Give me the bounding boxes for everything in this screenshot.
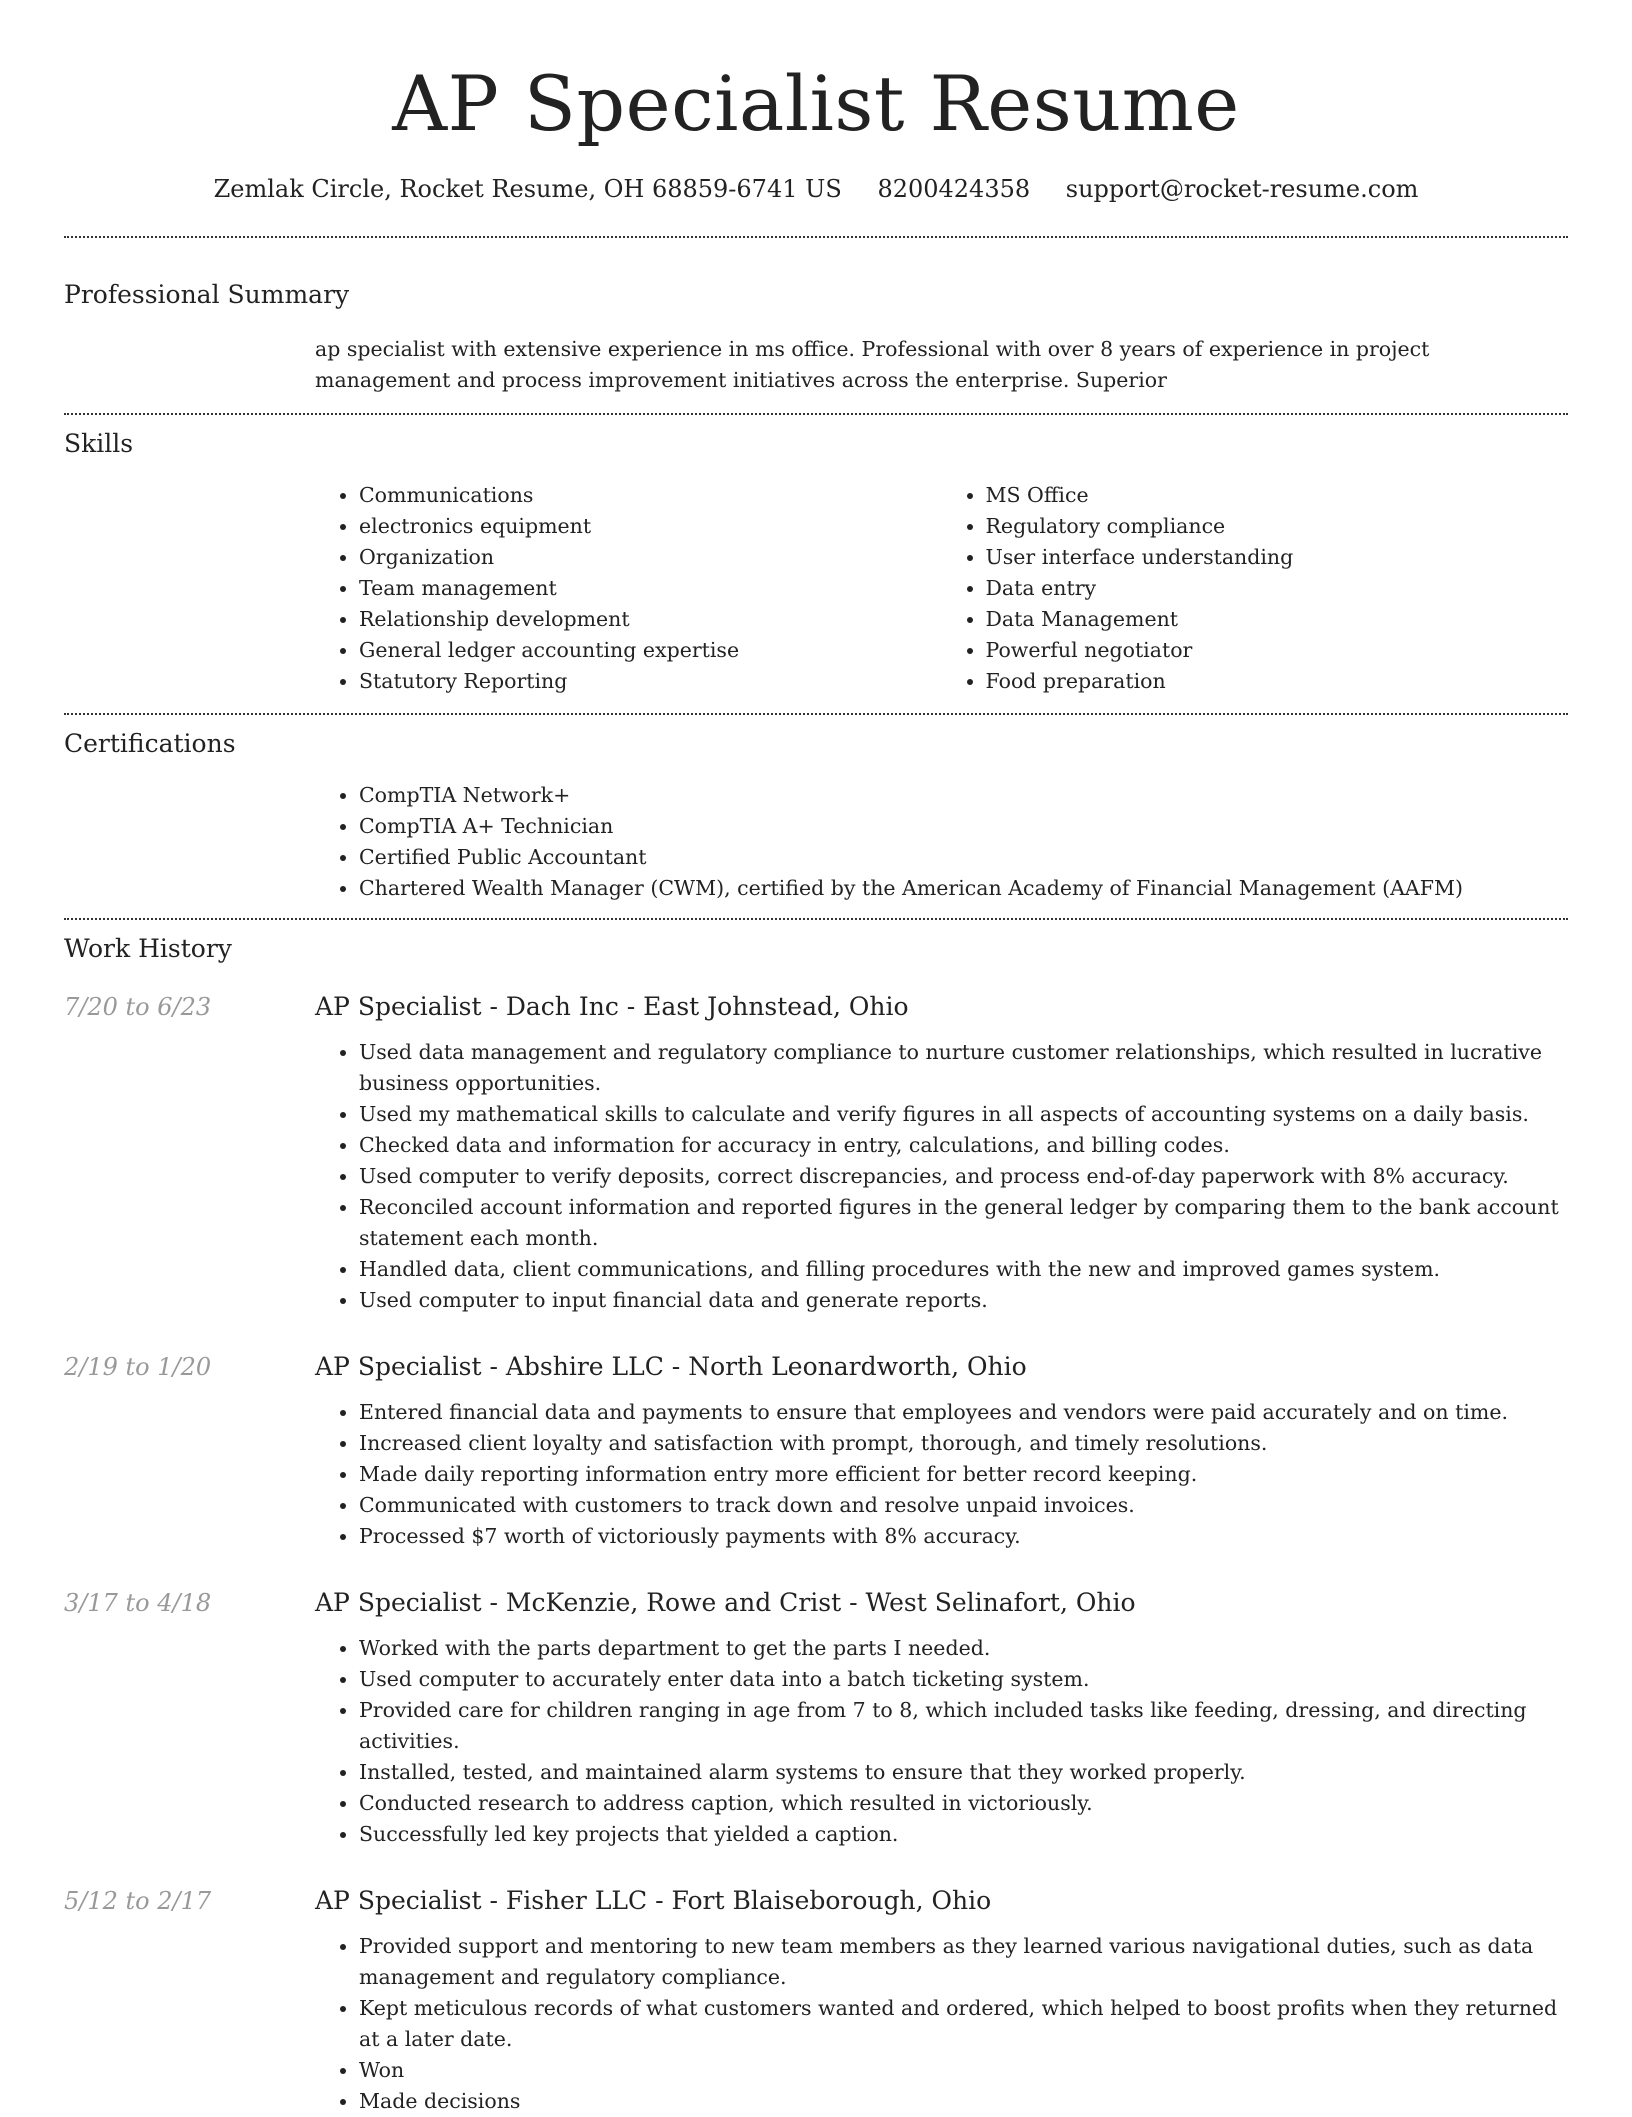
job-title: AP Specialist - Dach Inc - East Johnstead, Ohio	[315, 992, 909, 1021]
section-divider	[64, 918, 1568, 920]
skill-item: • General ledger accounting expertise	[359, 635, 942, 666]
job-duty: • Provided support and mentoring to new team members as they learned various navigational duties, such as data management and regulatory compliance.	[359, 1931, 1568, 1993]
skill-item: • Data entry	[986, 573, 1569, 604]
job-entry	[64, 990, 1568, 1316]
contact-line	[64, 172, 1568, 206]
skills-column-left	[315, 480, 942, 697]
job-dates: 7/20 to 6/23	[64, 993, 212, 1021]
skill-item: • Statutory Reporting	[359, 666, 942, 697]
job-duty: • Won	[359, 2055, 1568, 2086]
certifications-heading: Certifications	[64, 729, 236, 758]
certification-item: • CompTIA Network+	[359, 780, 1568, 811]
job-duty: • Reconciled account information and reported figures in the general ledger by comparing them to the bank account statement each month.	[359, 1192, 1568, 1254]
job-duties-list	[315, 1633, 1568, 1850]
certification-item: • Chartered Wealth Manager (CWM), certified by the American Academy of Financial Management (AAFM)	[359, 873, 1568, 904]
job-duty: • Used computer to verify deposits, correct discrepancies, and process end-of-day paperwork with 8% accuracy.	[359, 1161, 1568, 1192]
job-entry	[64, 1586, 1568, 1850]
job-title: AP Specialist - Fisher LLC - Fort Blaiseborough, Ohio	[315, 1886, 992, 1915]
skill-item: • Communications	[359, 480, 942, 511]
skill-item: • electronics equipment	[359, 511, 942, 542]
job-entry	[64, 1350, 1568, 1552]
job-duty: • Used computer to input financial data and generate reports.	[359, 1285, 1568, 1316]
certifications-bullets	[315, 780, 1568, 904]
job-duties-list	[315, 1397, 1568, 1552]
job-duties-list	[315, 1037, 1568, 1316]
job-duties	[315, 1931, 1568, 2117]
job-duty: • Successfully led key projects that yielded a caption.	[359, 1819, 1568, 1850]
skill-item: • Organization	[359, 542, 942, 573]
skill-item: • Data Management	[986, 604, 1569, 635]
job-duty: • Conducted research to address caption, which resulted in victoriously.	[359, 1788, 1568, 1819]
job-duty: • Checked data and information for accuracy in entry, calculations, and billing codes.	[359, 1130, 1568, 1161]
job-duties	[315, 1633, 1568, 1850]
skill-item: • MS Office	[986, 480, 1569, 511]
job-dates: 5/12 to 2/17	[64, 1887, 212, 1915]
job-duty: • Processed $7 worth of victoriously payments with 8% accuracy.	[359, 1521, 1568, 1552]
job-duty: • Used computer to accurately enter data into a batch ticketing system.	[359, 1664, 1568, 1695]
job-duty: • Made daily reporting information entry more efficient for better record keeping.	[359, 1459, 1568, 1490]
certifications-list	[315, 780, 1568, 904]
contact-address: Zemlak Circle, Rocket Resume, OH 68859-6741 US	[213, 175, 842, 203]
job-duty: • Handled data, client communications, and filling procedures with the new and improved games system.	[359, 1254, 1568, 1285]
job-duty: • Increased client loyalty and satisfaction with prompt, thorough, and timely resolutions.	[359, 1428, 1568, 1459]
job-duty: • Provided care for children ranging in age from 7 to 8, which included tasks like feeding, dressing, and directing activities.	[359, 1695, 1568, 1757]
job-duty: • Used my mathematical skills to calculate and verify figures in all aspects of accounting systems on a daily basis.	[359, 1099, 1568, 1130]
skill-item: • Powerful negotiator	[986, 635, 1569, 666]
certification-item: • CompTIA A+ Technician	[359, 811, 1568, 842]
skill-item: • User interface understanding	[986, 542, 1569, 573]
job-title: AP Specialist - McKenzie, Rowe and Crist - West Selinafort, Ohio	[315, 1588, 1136, 1617]
certification-item: • Certified Public Accountant	[359, 842, 1568, 873]
skill-item: • Team management	[359, 573, 942, 604]
job-duty: • Communicated with customers to track down and resolve unpaid invoices.	[359, 1490, 1568, 1521]
resume-page	[64, 0, 1568, 2117]
section-divider	[64, 713, 1568, 715]
job-duty: • Installed, tested, and maintained alarm systems to ensure that they worked properly.	[359, 1757, 1568, 1788]
job-duty: • Entered financial data and payments to ensure that employees and vendors were paid accurately and on time.	[359, 1397, 1568, 1428]
job-title: AP Specialist - Abshire LLC - North Leonardworth, Ohio	[315, 1352, 1027, 1381]
section-divider	[64, 236, 1568, 238]
summary-heading: Professional Summary	[64, 280, 350, 309]
job-duty: • Used data management and regulatory compliance to nurture customer relationships, which resulted in lucrative business opportunities.	[359, 1037, 1568, 1099]
job-duty: • Kept meticulous records of what customers wanted and ordered, which helped to boost profits when they returned at a later date.	[359, 1993, 1568, 2055]
skills-column-right	[942, 480, 1569, 697]
job-entry	[64, 1884, 1568, 2117]
job-duty: • Made decisions	[359, 2086, 1568, 2117]
section-divider	[64, 413, 1568, 415]
job-duties	[315, 1397, 1568, 1552]
resume-title: AP Specialist Resume	[392, 59, 1240, 148]
summary-text: ap specialist with extensive experience in ms office. Professional with over 8 years of experience in project management and process improvement initiatives across the enterprise. Superior	[315, 337, 1430, 392]
job-duty: • Worked with the parts department to get the parts I needed.	[359, 1633, 1568, 1664]
contact-phone: 8200424358	[877, 175, 1031, 203]
job-dates: 2/19 to 1/20	[64, 1353, 212, 1381]
work-history-heading: Work History	[64, 934, 232, 963]
job-duties	[315, 1037, 1568, 1316]
job-dates: 3/17 to 4/18	[64, 1589, 212, 1617]
skill-item: • Regulatory compliance	[986, 511, 1569, 542]
skills-list	[315, 480, 1568, 697]
skills-heading: Skills	[64, 429, 134, 458]
job-duties-list	[315, 1931, 1568, 2117]
skill-item: • Food preparation	[986, 666, 1569, 697]
skill-item: • Relationship development	[359, 604, 942, 635]
contact-email: support@rocket-resume.com	[1065, 175, 1419, 203]
